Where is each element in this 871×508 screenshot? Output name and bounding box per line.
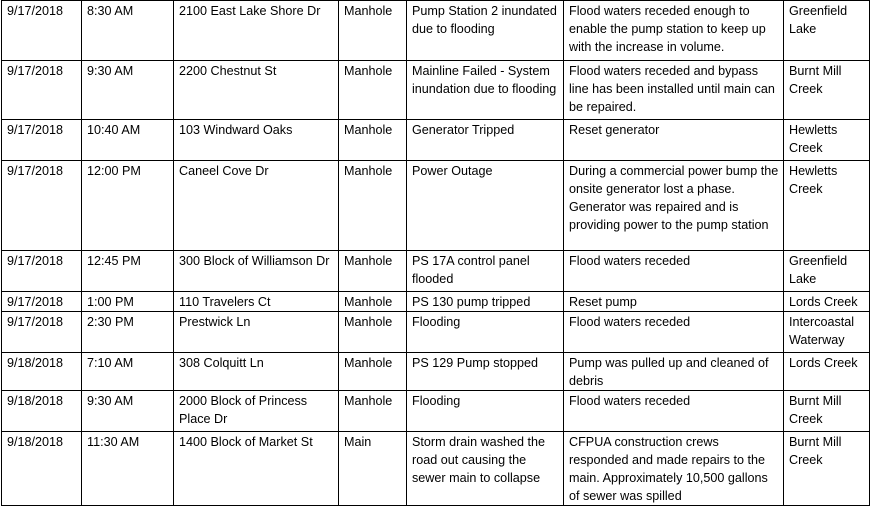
resolution-cell: CFPUA construction crews responded and made repairs to the main. Approximately 10,500 gallons of sewer was spilled (564, 432, 784, 506)
receiving-water-cell: Greenfield Lake (784, 1, 870, 61)
location-cell: 2100 East Lake Shore Dr (174, 1, 339, 61)
resolution-cell: During a commercial power bump the onsite generator lost a phase. Generator was repaired and is providing power to the pump station (564, 161, 784, 251)
date-cell: 9/17/2018 (2, 161, 82, 251)
cause-cell: Power Outage (407, 161, 564, 251)
table-row (2, 292, 870, 312)
receiving-water-cell: Burnt Mill Creek (784, 61, 870, 120)
time-cell: 1:00 PM (82, 292, 174, 312)
type-cell: Manhole (339, 292, 407, 312)
table-row (2, 432, 870, 506)
cause-cell: Storm drain washed the road out causing the sewer main to collapse (407, 432, 564, 506)
time-cell: 7:10 AM (82, 353, 174, 391)
table-row (2, 312, 870, 353)
table-row (2, 1, 870, 61)
cause-cell: Pump Station 2 inundated due to flooding (407, 1, 564, 61)
time-cell: 10:40 AM (82, 120, 174, 161)
type-cell: Manhole (339, 312, 407, 353)
resolution-cell: Reset pump (564, 292, 784, 312)
type-cell: Main (339, 432, 407, 506)
cause-cell: Mainline Failed - System inundation due to flooding (407, 61, 564, 120)
receiving-water-cell: Lords Creek (784, 353, 870, 391)
location-cell: 110 Travelers Ct (174, 292, 339, 312)
receiving-water-cell: Intercoastal Waterway (784, 312, 870, 353)
receiving-water-cell: Burnt Mill Creek (784, 432, 870, 506)
cause-cell: PS 130 pump tripped (407, 292, 564, 312)
location-cell: 308 Colquitt Ln (174, 353, 339, 391)
time-cell: 2:30 PM (82, 312, 174, 353)
time-cell: 12:45 PM (82, 251, 174, 292)
cause-cell: Flooding (407, 312, 564, 353)
location-cell: 2000 Block of Princess Place Dr (174, 391, 339, 432)
type-cell: Manhole (339, 251, 407, 292)
date-cell: 9/18/2018 (2, 353, 82, 391)
resolution-cell: Flood waters receded (564, 312, 784, 353)
time-cell: 11:30 AM (82, 432, 174, 506)
date-cell: 9/17/2018 (2, 312, 82, 353)
table-row (2, 161, 870, 251)
date-cell: 9/18/2018 (2, 432, 82, 506)
receiving-water-cell: Hewletts Creek (784, 120, 870, 161)
type-cell: Manhole (339, 391, 407, 432)
date-cell: 9/18/2018 (2, 391, 82, 432)
table-row (2, 251, 870, 292)
date-cell: 9/17/2018 (2, 1, 82, 61)
location-cell: 1400 Block of Market St (174, 432, 339, 506)
date-cell: 9/17/2018 (2, 251, 82, 292)
table-row (2, 61, 870, 120)
spill-report-table (1, 0, 870, 506)
resolution-cell: Pump was pulled up and cleaned of debris (564, 353, 784, 391)
time-cell: 8:30 AM (82, 1, 174, 61)
date-cell: 9/17/2018 (2, 292, 82, 312)
time-cell: 9:30 AM (82, 391, 174, 432)
table-row (2, 353, 870, 391)
location-cell: 103 Windward Oaks (174, 120, 339, 161)
table-row (2, 120, 870, 161)
table-body (2, 1, 870, 506)
resolution-cell: Flood waters receded enough to enable the pump station to keep up with the increase in volume. (564, 1, 784, 61)
resolution-cell: Flood waters receded and bypass line has been installed until main can be repaired. (564, 61, 784, 120)
receiving-water-cell: Greenfield Lake (784, 251, 870, 292)
resolution-cell: Flood waters receded (564, 391, 784, 432)
location-cell: 2200 Chestnut St (174, 61, 339, 120)
type-cell: Manhole (339, 120, 407, 161)
cause-cell: Flooding (407, 391, 564, 432)
table-row (2, 391, 870, 432)
type-cell: Manhole (339, 161, 407, 251)
receiving-water-cell: Hewletts Creek (784, 161, 870, 251)
location-cell: Caneel Cove Dr (174, 161, 339, 251)
date-cell: 9/17/2018 (2, 120, 82, 161)
date-cell: 9/17/2018 (2, 61, 82, 120)
location-cell: Prestwick Ln (174, 312, 339, 353)
resolution-cell: Reset generator (564, 120, 784, 161)
type-cell: Manhole (339, 1, 407, 61)
resolution-cell: Flood waters receded (564, 251, 784, 292)
time-cell: 12:00 PM (82, 161, 174, 251)
type-cell: Manhole (339, 61, 407, 120)
time-cell: 9:30 AM (82, 61, 174, 120)
location-cell: 300 Block of Williamson Dr (174, 251, 339, 292)
cause-cell: Generator Tripped (407, 120, 564, 161)
receiving-water-cell: Burnt Mill Creek (784, 391, 870, 432)
cause-cell: PS 129 Pump stopped (407, 353, 564, 391)
cause-cell: PS 17A control panel flooded (407, 251, 564, 292)
type-cell: Manhole (339, 353, 407, 391)
receiving-water-cell: Lords Creek (784, 292, 870, 312)
